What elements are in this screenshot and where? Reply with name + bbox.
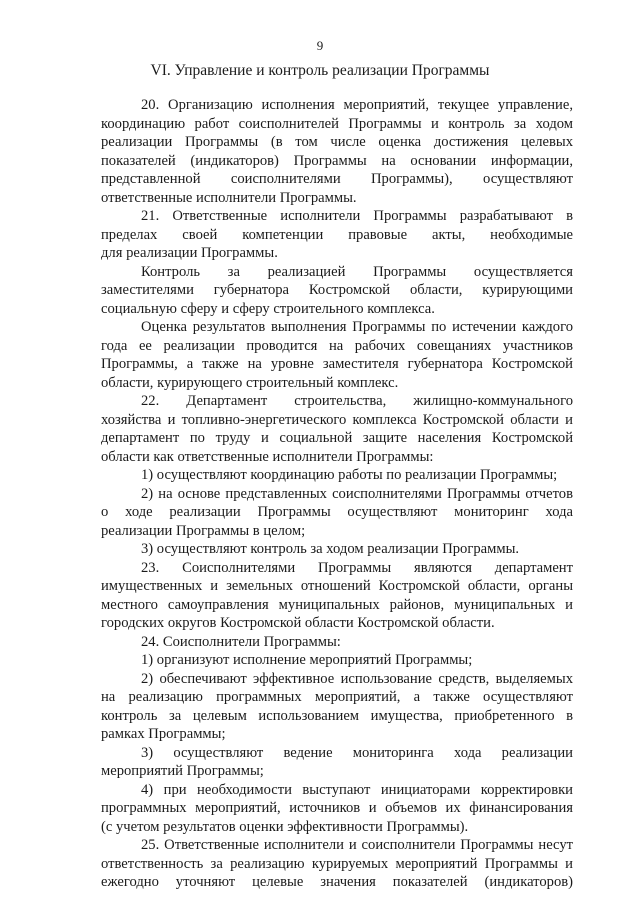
text-line: представленной соисполнителями Программы), осуществляют (101, 171, 573, 187)
text-line: (с учетом результатов оценки эффективности Программы). (101, 818, 469, 835)
text-line: области, курирующего строительный комплекс. (101, 374, 399, 391)
text-line: 22. Департамент строительства, жилищно-коммунального (141, 393, 573, 409)
text-line: местного самоуправления муниципальных районов, муниципальных и (101, 596, 573, 613)
text-line: департамент по труду и социальной защите населения Костромской (101, 430, 573, 446)
text-line: городских округов Костромской области Костромской области. (101, 615, 495, 631)
text-line: координацию работ соисполнителей Программы и контроль за ходом (101, 115, 573, 132)
text-line: 24. Соисполнители Программы: (141, 633, 341, 650)
text-line: на реализацию программных мероприятий, а также осуществляют (101, 689, 573, 705)
text-line: заместителями губернатора Костромской области, курирующими (101, 282, 573, 298)
text-line: контроль за целевым использованием имущества, приобретенного в (101, 707, 573, 724)
text-line: пределах своей компетенции правовые акты, необходимые (101, 226, 573, 243)
text-line: 21. Ответственные исполнители Программы разрабатывают в (141, 208, 573, 224)
text-line: 2) обеспечивают эффективное использование средств, выделяемых (141, 670, 573, 687)
text-line: хозяйства и топливно-энергетического комплекса Костромской области и (101, 411, 573, 428)
text-line: 20. Организацию исполнения мероприятий, текущее управление, (141, 97, 573, 113)
text-line: мероприятий Программы; (101, 763, 264, 779)
text-line: о ходе реализации Программы осуществляют мониторинг хода (101, 504, 573, 520)
text-line: имущественных и земельных отношений Костромской области, органы (101, 578, 573, 594)
text-line: для реализации Программы. (101, 245, 278, 261)
page-number: 9 (316, 38, 324, 53)
text-line: Контроль за реализацией Программы осуществляется (141, 263, 573, 280)
text-line: 23. Соисполнителями Программы являются департамент (141, 559, 573, 576)
text-line: рамках Программы; (101, 726, 226, 742)
text-line: области как ответственные исполнители Программы: (101, 448, 434, 465)
text-line: социальную сферу и сферу строительного комплекса. (101, 300, 435, 317)
text-line: Оценка результатов выполнения Программы по истечении каждого (141, 319, 573, 335)
text-line: программных мероприятий, источников и объемов их финансирования (101, 800, 573, 816)
text-line: 1) организуют исполнение мероприятий Программы; (141, 652, 473, 668)
document-body (101, 96, 573, 892)
text-line: 3) осуществляют контроль за ходом реализации Программы. (141, 541, 520, 557)
text-line: Программы, а также на уровне заместителя губернатора Костромской (101, 356, 573, 372)
text-line: 1) осуществляют координацию работы по реализации Программы; (141, 467, 558, 483)
text-line: ежегодно уточняют целевые значения показателей (индикаторов) (101, 874, 573, 890)
text-line: ответственные исполнители Программы. (101, 189, 357, 206)
text-line: показателей (индикаторов) Программы на основании информации, (101, 152, 573, 169)
text-line: 2) на основе представленных соисполнителями Программы отчетов (141, 485, 573, 502)
text-line: реализации Программы в целом; (101, 522, 306, 539)
text-line: 4) при необходимости выступают инициаторами корректировки (141, 781, 573, 798)
text-line: года ее реализации проводится на рабочих совещаниях участников (101, 337, 573, 354)
text-line: 25. Ответственные исполнители и соисполнители Программы несут (141, 837, 573, 853)
section-title: VI. Управление и контроль реализации Программы (150, 62, 490, 79)
text-line: реализации Программы (в том числе оценка достижения целевых (101, 134, 573, 150)
text-line: 3) осуществляют ведение мониторинга хода реализации (141, 744, 573, 761)
text-line: ответственность за реализацию курируемых мероприятий Программы и (101, 855, 573, 872)
